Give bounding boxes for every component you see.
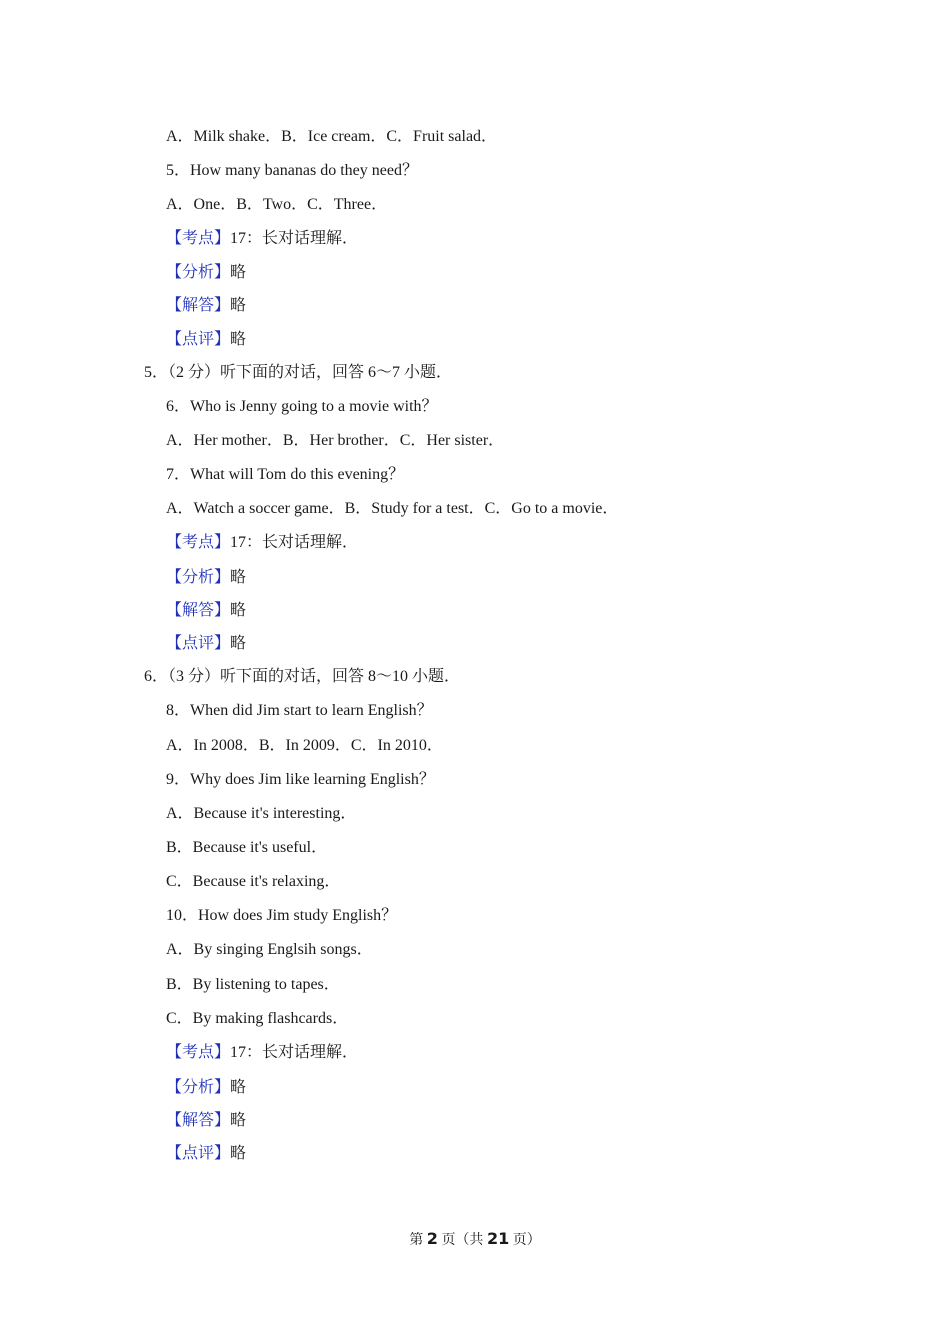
page-footer xyxy=(0,1229,950,1251)
annotation-line xyxy=(166,1144,246,1164)
annotation-tag: 【分析】 xyxy=(166,264,231,281)
annotation-text: 略 xyxy=(230,1079,247,1096)
text-line: 6．Who is Jenny going to a movie with？ xyxy=(166,398,438,415)
annotation-tag: 【解答】 xyxy=(166,602,231,619)
text-line: A．By singing Englsih songs． xyxy=(166,941,373,958)
annotation-tag: 【考点】 xyxy=(166,1044,231,1061)
annotation-line xyxy=(166,634,246,654)
footer-page-number: 2 xyxy=(426,1229,438,1248)
annotation-text: 略 xyxy=(230,1145,247,1162)
annotation-tag: 【点评】 xyxy=(166,1145,231,1162)
annotation-tag: 【解答】 xyxy=(166,297,231,314)
text-line: A．Because it's interesting． xyxy=(166,805,357,822)
annotation-tag: 【点评】 xyxy=(166,331,231,348)
text-line: 10．How does Jim study English？ xyxy=(166,907,398,924)
footer-prefix: 第 xyxy=(409,1233,424,1248)
text-line: B．Because it's useful． xyxy=(166,839,328,856)
text-line: C．Because it's relaxing． xyxy=(166,873,341,890)
text-line: A．Milk shake．B．Ice cream．C．Fruit salad． xyxy=(166,128,498,145)
text-line: 7．What will Tom do this evening？ xyxy=(166,466,405,483)
annotation-text: 17：长对话理解． xyxy=(230,1044,359,1061)
text-line: B．By listening to tapes． xyxy=(166,976,340,993)
annotation-text: 略 xyxy=(230,331,247,348)
annotation-text: 略 xyxy=(230,569,247,586)
annotation-text: 略 xyxy=(230,602,247,619)
annotation-text: 略 xyxy=(230,297,247,314)
text-line: C．By making flashcards． xyxy=(166,1010,349,1027)
annotation-text: 17：长对话理解． xyxy=(230,534,359,551)
annotation-tag: 【考点】 xyxy=(166,230,231,247)
annotation-line xyxy=(166,568,246,588)
annotation-line xyxy=(166,533,358,553)
annotation-line xyxy=(166,263,246,283)
annotation-tag: 【考点】 xyxy=(166,534,231,551)
annotation-tag: 【分析】 xyxy=(166,569,231,586)
annotation-text: 17：长对话理解． xyxy=(230,230,359,247)
annotation-tag: 【分析】 xyxy=(166,1079,231,1096)
footer-total-pages: 21 xyxy=(486,1229,510,1248)
footer-middle: 页（共 xyxy=(441,1233,484,1248)
footer-suffix: 页） xyxy=(512,1233,541,1248)
annotation-text: 略 xyxy=(230,635,247,652)
text-line: A．Watch a soccer game．B．Study for a test．C．Go to a movie． xyxy=(166,500,619,517)
text-line: A．In 2008．B．In 2009．C．In 2010． xyxy=(166,737,443,754)
text-line: A．One．B．Two．C．Three． xyxy=(166,196,388,213)
annotation-line xyxy=(166,1043,358,1063)
question-heading: 6．（3 分）听下面的对话，回答 8～10 小题． xyxy=(144,668,461,685)
annotation-tag: 【点评】 xyxy=(166,635,231,652)
annotation-tag: 【解答】 xyxy=(166,1112,231,1129)
text-line: 8．When did Jim start to learn English？ xyxy=(166,702,433,719)
text-line: 9．Why does Jim like learning English？ xyxy=(166,771,435,788)
text-line: 5．How many bananas do they need？ xyxy=(166,162,418,179)
annotation-line xyxy=(166,1111,246,1131)
text-line: A．Her mother．B．Her brother．C．Her sister． xyxy=(166,432,505,449)
annotation-line xyxy=(166,330,246,350)
annotation-text: 略 xyxy=(230,1112,247,1129)
annotation-line xyxy=(166,601,246,621)
question-heading: 5．（2 分）听下面的对话，回答 6～7 小题． xyxy=(144,364,453,381)
annotation-line xyxy=(166,229,358,249)
annotation-line xyxy=(166,296,246,316)
annotation-line xyxy=(166,1078,246,1098)
annotation-text: 略 xyxy=(230,264,247,281)
